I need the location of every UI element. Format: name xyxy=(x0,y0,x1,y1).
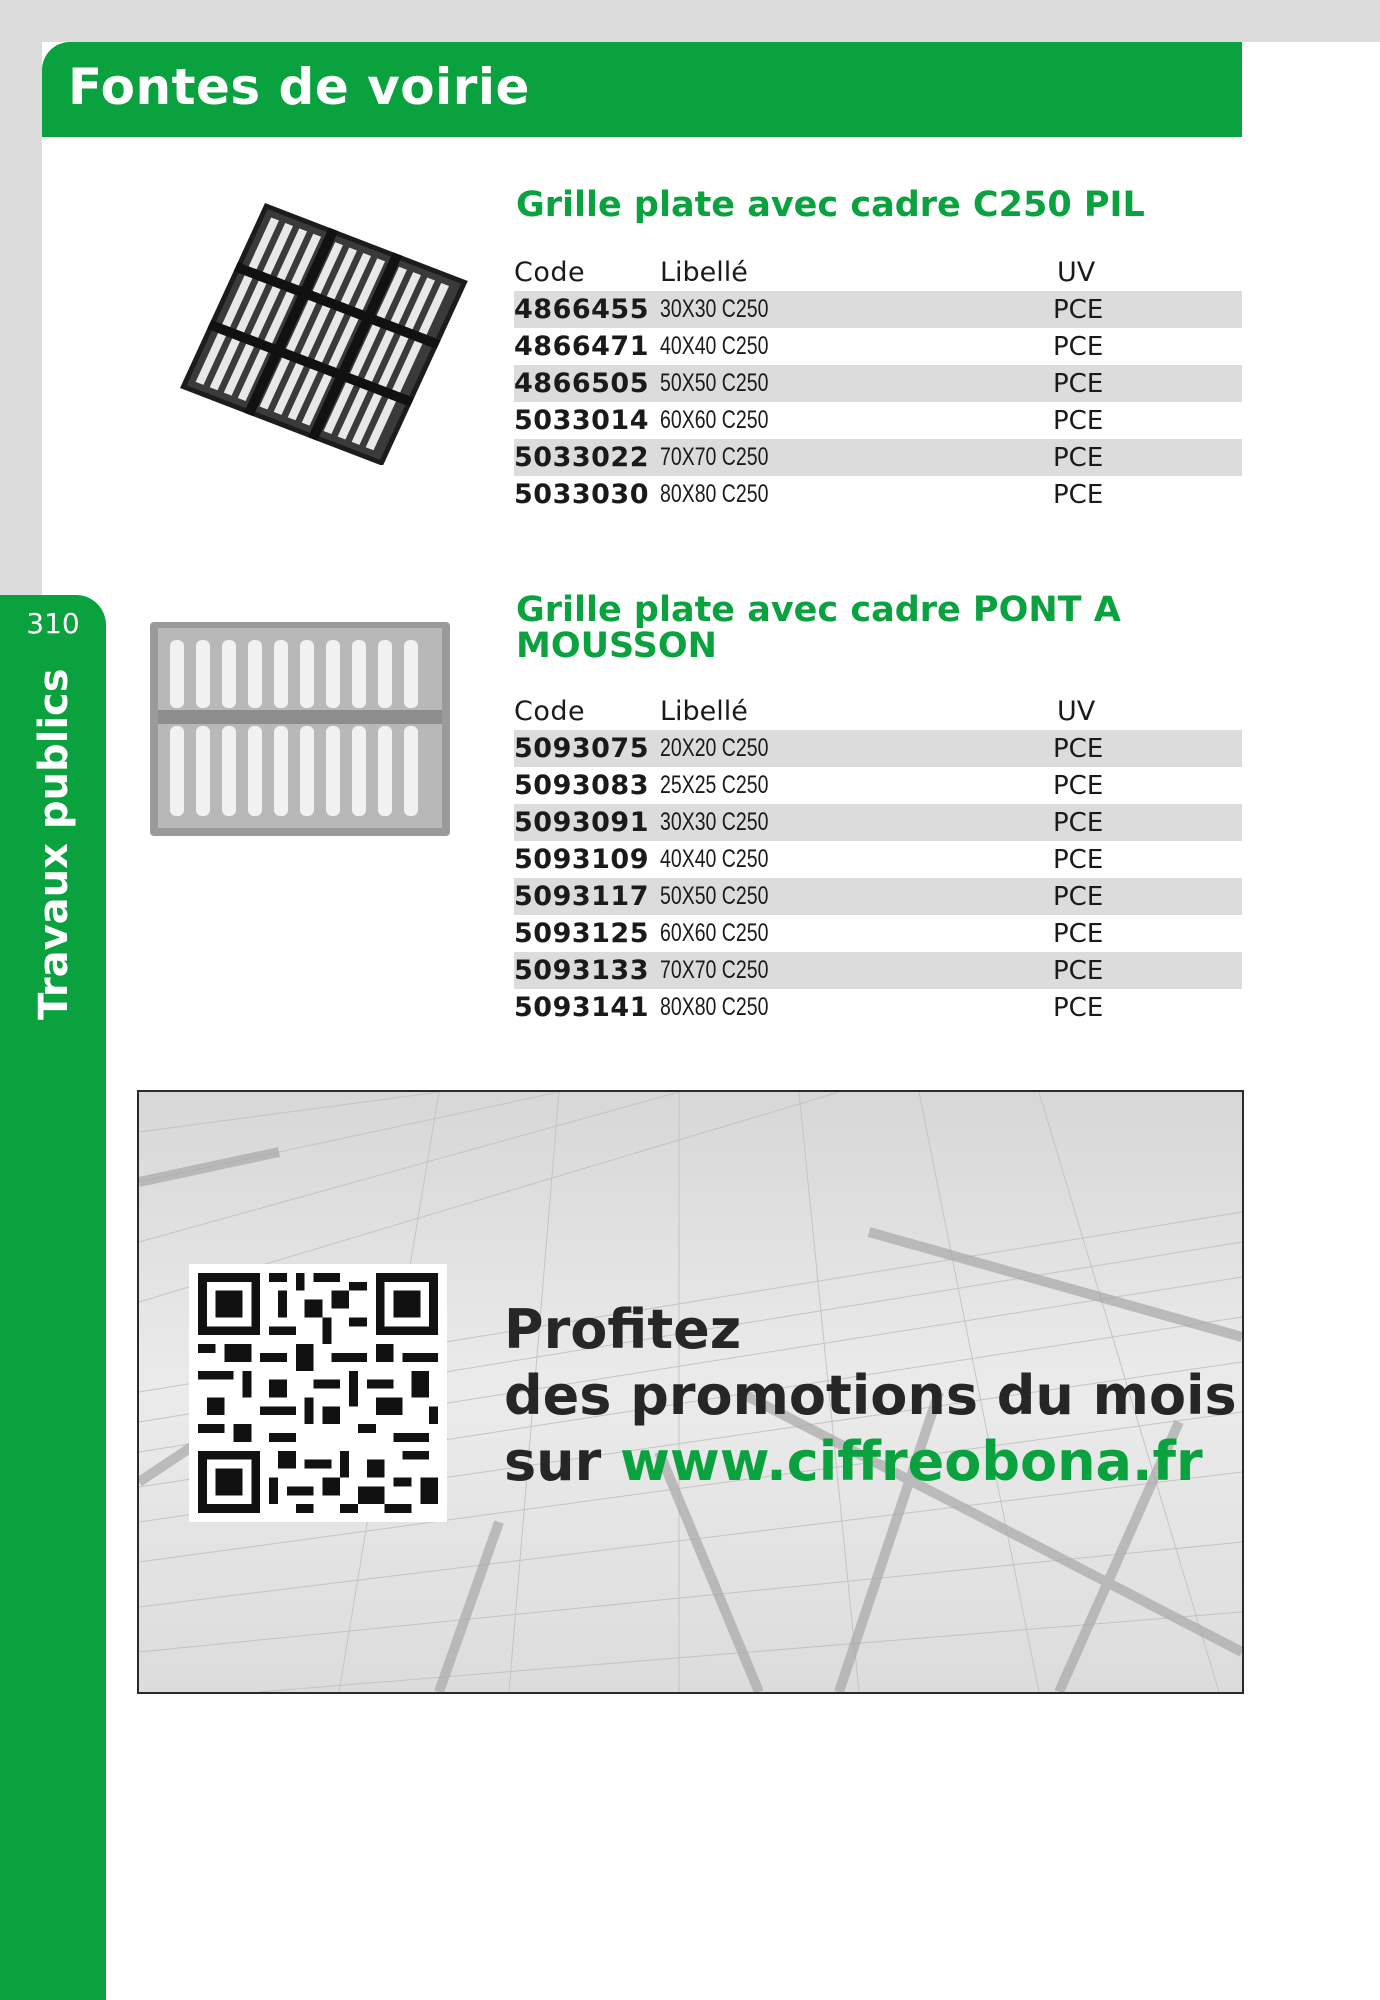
row-code: 5033022 xyxy=(514,439,660,476)
col-uv-header: UV xyxy=(1057,696,1096,727)
row-code: 4866505 xyxy=(514,365,660,402)
table-row xyxy=(514,365,1242,402)
row-code: 5033014 xyxy=(514,405,650,436)
row-label: 40X40 C250 xyxy=(660,845,769,873)
section-title-pil: Grille plate avec cadre C250 PIL xyxy=(516,185,1145,225)
table-row xyxy=(514,915,1242,952)
row-uv: PCE xyxy=(1015,439,1242,476)
col-label-header: Libellé xyxy=(660,696,748,727)
row-code: 5093075 xyxy=(514,730,660,767)
table-row xyxy=(514,804,1242,841)
row-uv: PCE xyxy=(1015,365,1242,402)
row-label: 50X50 C250 xyxy=(660,878,1015,915)
table-row xyxy=(514,989,1242,1026)
table-row xyxy=(514,402,1242,439)
qr-code-pattern xyxy=(189,1264,447,1522)
table-row xyxy=(514,841,1242,878)
row-label: 60X60 C250 xyxy=(660,919,769,947)
col-label-header: Libellé xyxy=(660,257,748,288)
row-label: 30X30 C250 xyxy=(660,291,1015,328)
table-row xyxy=(514,439,1242,476)
table-row xyxy=(514,952,1242,989)
row-code: 5033030 xyxy=(514,479,650,510)
table-header xyxy=(514,693,1242,730)
row-uv: PCE xyxy=(1053,479,1104,510)
row-code: 4866471 xyxy=(514,331,650,362)
row-label: 50X50 C250 xyxy=(660,365,1015,402)
row-label: 20X20 C250 xyxy=(660,730,1015,767)
row-code: 5093091 xyxy=(514,804,660,841)
row-label: 80X80 C250 xyxy=(660,480,769,508)
left-margin-strip xyxy=(0,0,42,600)
page-title: Fontes de voirie xyxy=(68,58,530,116)
row-label: 40X40 C250 xyxy=(660,332,769,360)
row-uv: PCE xyxy=(1053,331,1104,362)
row-code: 5093133 xyxy=(514,952,660,989)
qr-code[interactable] xyxy=(189,1264,447,1522)
row-code: 5093109 xyxy=(514,844,650,875)
table-row xyxy=(514,730,1242,767)
section-title-line2: MOUSSON xyxy=(516,626,717,666)
table-row xyxy=(514,328,1242,365)
table-row xyxy=(514,767,1242,804)
row-code: 4866455 xyxy=(514,291,660,328)
section-title-line1: Grille plate avec cadre PONT A xyxy=(516,590,1121,630)
product-table-pont-a-mousson xyxy=(514,693,1242,1026)
table-row xyxy=(514,878,1242,915)
row-uv: PCE xyxy=(1053,770,1104,801)
table-row xyxy=(514,476,1242,513)
promo-line1: Profitez xyxy=(504,1298,742,1361)
row-uv: PCE xyxy=(1053,405,1104,436)
row-label: 30X30 C250 xyxy=(660,804,1015,841)
grate-pont-a-mousson-image xyxy=(148,618,458,843)
row-uv: PCE xyxy=(1015,730,1242,767)
row-label: 80X80 C250 xyxy=(660,993,769,1021)
section-title-pont-a-mousson xyxy=(516,592,1216,664)
product-table-pil xyxy=(514,254,1242,513)
row-code: 5093141 xyxy=(514,992,650,1023)
col-code-header: Code xyxy=(514,257,586,288)
row-code: 5093125 xyxy=(514,918,650,949)
table-header xyxy=(514,254,1242,291)
promo-line3-prefix: sur xyxy=(504,1430,621,1493)
row-uv: PCE xyxy=(1053,844,1104,875)
row-uv: PCE xyxy=(1015,878,1242,915)
col-code-header: Code xyxy=(514,696,586,727)
grate-pil-image xyxy=(145,195,475,465)
row-label: 25X25 C250 xyxy=(660,771,769,799)
row-uv: PCE xyxy=(1053,992,1104,1023)
promo-line3 xyxy=(504,1429,1237,1495)
promo-url-link[interactable]: www.ciffreobona.fr xyxy=(620,1430,1203,1493)
table-row xyxy=(514,291,1242,328)
row-uv: PCE xyxy=(1015,804,1242,841)
top-strip xyxy=(0,0,1380,42)
col-uv-header: UV xyxy=(1057,257,1096,288)
row-label: 70X70 C250 xyxy=(660,439,1015,476)
row-code: 5093117 xyxy=(514,878,660,915)
row-uv: PCE xyxy=(1015,291,1242,328)
promo-line2: des promotions du mois xyxy=(504,1364,1237,1427)
page-number: 310 xyxy=(26,607,80,640)
section-label: Travaux publics xyxy=(31,668,77,1020)
promo-banner[interactable] xyxy=(137,1090,1244,1694)
row-label: 60X60 C250 xyxy=(660,406,769,434)
row-uv: PCE xyxy=(1053,918,1104,949)
row-label: 70X70 C250 xyxy=(660,952,1015,989)
promo-text xyxy=(504,1297,1237,1495)
row-uv: PCE xyxy=(1015,952,1242,989)
row-code: 5093083 xyxy=(514,770,650,801)
